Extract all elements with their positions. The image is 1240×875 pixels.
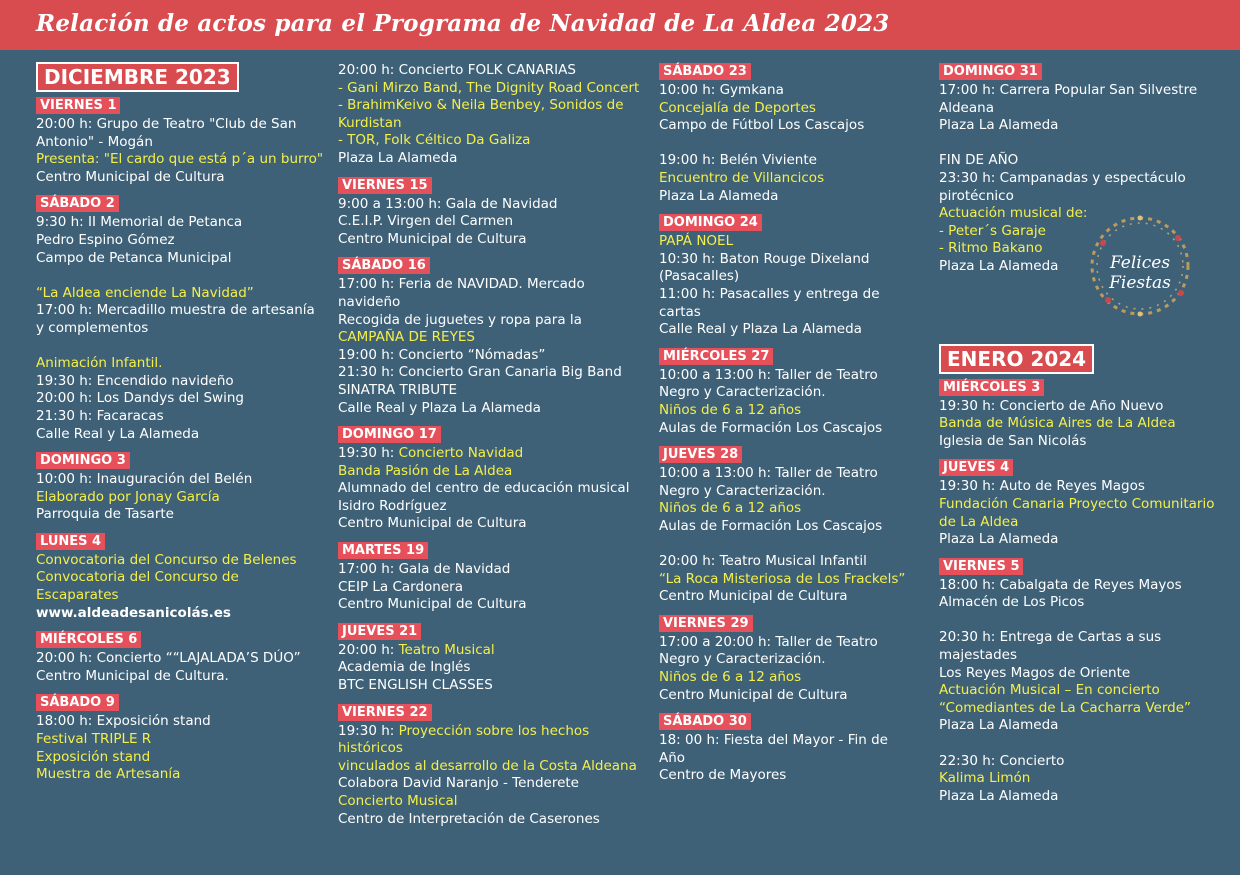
event-line: Negro y Caracterización. [659,384,826,401]
page-title: Relación de actos para el Programa de Navidad de La Aldea 2023 [36,10,890,37]
day-badge: DOMINGO 3 [36,452,130,469]
event-day [36,693,326,783]
day-badge: DOMINGO 24 [659,214,762,231]
event-line: Parroquia de Tasarte [36,506,174,523]
event-day [939,378,1229,451]
day-badge: SÁBADO 23 [659,63,751,80]
event-line: Almacén de Los Picos [939,594,1085,611]
event-day [338,541,648,614]
event-line: 21:30 h: Concierto Gran Canaria Big Band [338,364,622,381]
event-line: Plaza La Alameda [939,531,1059,548]
column-2 [338,62,648,836]
event-line: Niños de 6 a 12 años [659,500,802,517]
event-line: - Ritmo Bakano [939,240,1043,257]
event-line: Aulas de Formación Los Cascajos [659,419,883,436]
event-line: Plaza La Alameda [939,257,1059,274]
event-line: 11:00 h: Pasacalles y entrega de [659,285,880,302]
title-banner [0,0,1240,50]
event-line [338,642,648,660]
day-badge: DOMINGO 31 [939,63,1042,80]
event-line: pirotécnico [939,187,1014,204]
event-line: Escaparates [36,587,119,604]
event-line: de La Aldea [939,513,1019,530]
day-badge: SÁBADO 16 [338,257,430,274]
event-day [659,213,929,339]
event-line: 10:30 h: Baton Rouge Dixeland [659,250,870,267]
event-line: Academia de Inglés [338,659,471,676]
event-day [659,712,929,785]
event-line: Centro Municipal de Cultura [659,686,848,703]
day-badge: MIÉRCOLES 27 [659,348,773,365]
column-4 [939,62,1229,813]
event-line: Fundación Canaria Proyecto Comunitario [939,495,1215,512]
event-line: 22:30 h: Concierto [939,752,1065,769]
event-line: Actuación musical de: [939,205,1088,222]
day-badge: DOMINGO 17 [338,426,441,443]
event-line: 19:00 h: Concierto “Nómadas” [338,346,546,363]
event-line: Convocatoria del Concurso de [36,569,239,586]
event-time: 20:00 h: [338,641,399,658]
event-line [338,723,648,758]
event-day [36,194,326,443]
event-line [939,735,1229,753]
day-badge: VIERNES 22 [338,704,432,721]
event-line: Kalima Limón [939,770,1031,787]
event-line: - BrahimKeivo & Neila Benbey, Sonidos de [338,97,624,114]
month-header-january: ENERO 2024 [939,344,1094,374]
month-header-december: DICIEMBRE 2023 [36,62,239,92]
event-line: 10:00 h: Inauguración del Belén [36,471,253,488]
event-line: Isidro Rodríguez [338,497,447,514]
event-day [338,176,648,249]
event-line: Plaza La Alameda [939,787,1059,804]
event-line: Exposición stand [36,748,151,765]
events-col1 [36,96,326,784]
event-line: Negro y Caracterización. [659,482,826,499]
event-line: 9:30 h: II Memorial de Petanca [36,214,243,231]
event-line: 17:00 h: Carrera Popular San Silvestre [939,82,1198,98]
event-line [36,267,326,285]
event-line [939,612,1229,630]
events-col4b [939,378,1229,806]
event-line: 20:00 h: Teatro Musical Infantil [659,553,867,570]
event-line: CAMPAÑA DE REYES [338,329,475,346]
day-badge: VIERNES 29 [659,615,753,632]
wreath-line1: Felices [1109,253,1171,273]
event-line [36,338,326,356]
event-line: Aldeana [939,99,994,116]
event-line: 10:00 a 13:00 h: Taller de Teatro [659,366,878,383]
event-line: Animación Infantil. [36,355,163,372]
event-line: Centro de Mayores [659,767,787,784]
event-line: Encuentro de Villancicos [659,169,825,186]
event-line: 10:00 h: Gymkana [659,82,784,98]
events-col3 [659,62,929,785]
event-line: Campo de Fútbol Los Cascajos [659,117,865,134]
event-line: 23:30 h: Campanadas y espectáculo [939,169,1186,186]
day-badge: VIERNES 1 [36,97,120,114]
event-line: 20:00 h: Los Dandys del Swing [36,390,244,407]
event-line: Centro Municipal de Cultura [338,515,527,532]
event-line: Convocatoria del Concurso de Belenes [36,551,297,568]
event-line: 20:30 h: Entrega de Cartas a sus [939,629,1162,646]
event-line: 21:30 h: Facaracas [36,407,164,424]
event-line: Banda de Música Aires de La Aldea [939,415,1176,432]
event-line: Colabora David Naranjo - Tenderete [338,775,579,792]
event-day [338,703,648,829]
event-line: Centro Municipal de Cultura [36,168,225,185]
event-line: 20:00 h: Concierto FOLK CANARIAS [338,62,576,78]
event-day [338,622,648,695]
event-line: Calle Real y Plaza La Alameda [338,399,541,416]
event-line: Aulas de Formación Los Cascajos [659,517,883,534]
event-highlight: Proyección sobre los hechos históricos [338,722,590,757]
day-badge: SÁBADO 2 [36,195,119,212]
event-line: Los Reyes Magos de Oriente [939,664,1131,681]
day-badge: JUEVES 21 [338,623,421,640]
event-line: - TOR, Folk Céltico Da Galiza [338,132,531,149]
event-day [659,614,929,704]
event-line: “La Roca Misteriosa de Los Frackels” [659,570,906,587]
event-line: 17:00 h: Gala de Navidad [338,561,511,578]
event-day [36,630,326,685]
event-day [659,62,929,205]
events-col2 [338,62,648,828]
event-line: Pedro Espino Gómez [36,231,175,248]
event-line: Antonio" - Mogán [36,133,153,150]
event-line: Niños de 6 a 12 años [659,669,802,686]
event-line: 17:00 h: Mercadillo muestra de artesanía [36,302,315,319]
event-line: Muestra de Artesanía [36,766,181,783]
event-day [36,96,326,186]
event-line: 19:30 h: Concierto de Año Nuevo [939,397,1164,414]
column-1 [36,62,326,792]
event-line: 19:30 h: Encendido navideño [36,372,234,389]
event-day [338,425,648,533]
event-line: 9:00 a 13:00 h: Gala de Navidad [338,195,558,212]
column-3 [659,62,929,793]
event-day [659,445,929,606]
event-line: Calle Real y Plaza La Alameda [659,321,862,338]
event-line: Plaza La Alameda [939,117,1059,134]
day-badge: SÁBADO 9 [36,694,119,711]
day-badge: MARTES 19 [338,542,428,559]
event-line: Festival TRIPLE R [36,731,152,748]
event-line: Elaborado por Jonay García [36,488,220,505]
event-line: (Pasacalles) [659,268,740,285]
event-line: majestades [939,647,1017,664]
event-line: CEIP La Cardonera [338,578,463,595]
event-line: “La Aldea enciende La Navidad” [36,284,254,301]
event-line: Calle Real y La Alameda [36,425,200,442]
event-line: 18:00 h: Cabalgata de Reyes Mayos [939,576,1182,593]
event-line: 19:00 h: Belén Viviente [659,152,817,169]
event-line: Concierto Musical [338,793,458,809]
event-day [36,451,326,524]
event-line: Centro Municipal de Cultura [338,596,527,613]
event-line: BTC ENGLISH CLASSES [338,677,493,694]
event-line: Niños de 6 a 12 años [659,401,802,418]
felices-fiestas-wreath-icon [1083,208,1198,323]
event-line: 20:00 h: Concierto ““LAJALADA’S DÚO” [36,650,301,667]
day-badge: LUNES 4 [36,533,105,550]
event-line: 20:00 h: Grupo de Teatro "Club de San [36,116,297,132]
day-badge: VIERNES 5 [939,558,1023,575]
event-line: SINATRA TRIBUTE [338,381,457,398]
event-line: Concejalía de Deportes [659,99,816,116]
event-line: Recogida de juguetes y ropa para la [338,311,582,328]
event-line [659,535,929,553]
website-link[interactable]: www.aldeadesanicolás.es [36,604,231,621]
event-line: - Peter´s Garaje [939,222,1046,239]
event-line: “Comediantes de La Cacharra Verde” [939,699,1192,716]
event-line: 19:30 h: Auto de Reyes Magos [939,478,1145,495]
event-line: Centro Municipal de Cultura [338,230,527,247]
event-line: Centro de Interpretación de Caserones [338,810,600,827]
event-line [338,445,648,463]
event-highlight: Concierto Navidad [398,445,524,462]
event-highlight: Teatro Musical [398,641,495,658]
day-badge: SÁBADO 30 [659,713,751,730]
event-line: Kurdistan [338,114,402,131]
event-line: 17:00 a 20:00 h: Taller de Teatro [659,633,878,650]
event-line: Iglesia de San Nicolás [939,432,1087,449]
event-line: - Gani Mirzo Band, The Dignity Road Concert [338,79,640,96]
event-line: 17:00 h: Feria de NAVIDAD. Mercado navideño [338,276,585,310]
event-line: FIN DE AÑO [939,152,1019,169]
day-badge: JUEVES 28 [659,446,742,463]
event-line: C.E.I.P. Virgen del Carmen [338,213,514,230]
event-line: 18: 00 h: Fiesta del Mayor - Fin de [659,732,888,749]
event-line: Centro Municipal de Cultura. [36,667,229,684]
day-badge: MIÉRCOLES 6 [36,631,141,648]
day-badge: VIERNES 15 [338,177,432,194]
event-line: Banda Pasión de La Aldea [338,462,513,479]
event-day [36,532,326,622]
event-line: Negro y Caracterización. [659,651,826,668]
event-line: 18:00 h: Exposición stand [36,713,211,730]
day-badge: MIÉRCOLES 3 [939,379,1044,396]
event-day [939,458,1229,548]
event-line: Plaza La Alameda [939,717,1059,734]
event-line: cartas [659,303,701,320]
event-line: PAPÁ NOEL [659,233,734,250]
event-line: Actuación Musical – En concierto [939,682,1160,699]
event-day [338,256,648,417]
event-line: Plaza La Alameda [659,187,779,204]
event-time: 19:30 h: [338,445,399,462]
event-line [939,135,1229,153]
event-time: 19:30 h: [338,722,399,739]
event-day [939,557,1229,806]
event-line: 10:00 a 13:00 h: Taller de Teatro [659,465,878,482]
event-line [659,135,929,153]
event-day [338,62,648,168]
event-line: Alumnado del centro de educación musical [338,480,630,497]
wreath-line2: Fiestas [1109,273,1171,293]
event-line: y complementos [36,319,149,336]
event-line: Centro Municipal de Cultura [659,588,848,605]
event-line: Plaza La Alameda [338,149,458,166]
event-line: Campo de Petanca Municipal [36,249,232,266]
event-line: vinculados al desarrollo de la Costa Aldeana [338,757,637,774]
event-line: Presenta: "El cardo que está p´a un burro" [36,151,324,168]
event-day [659,347,929,437]
day-badge: JUEVES 4 [939,459,1013,476]
event-line: Año [659,749,686,766]
